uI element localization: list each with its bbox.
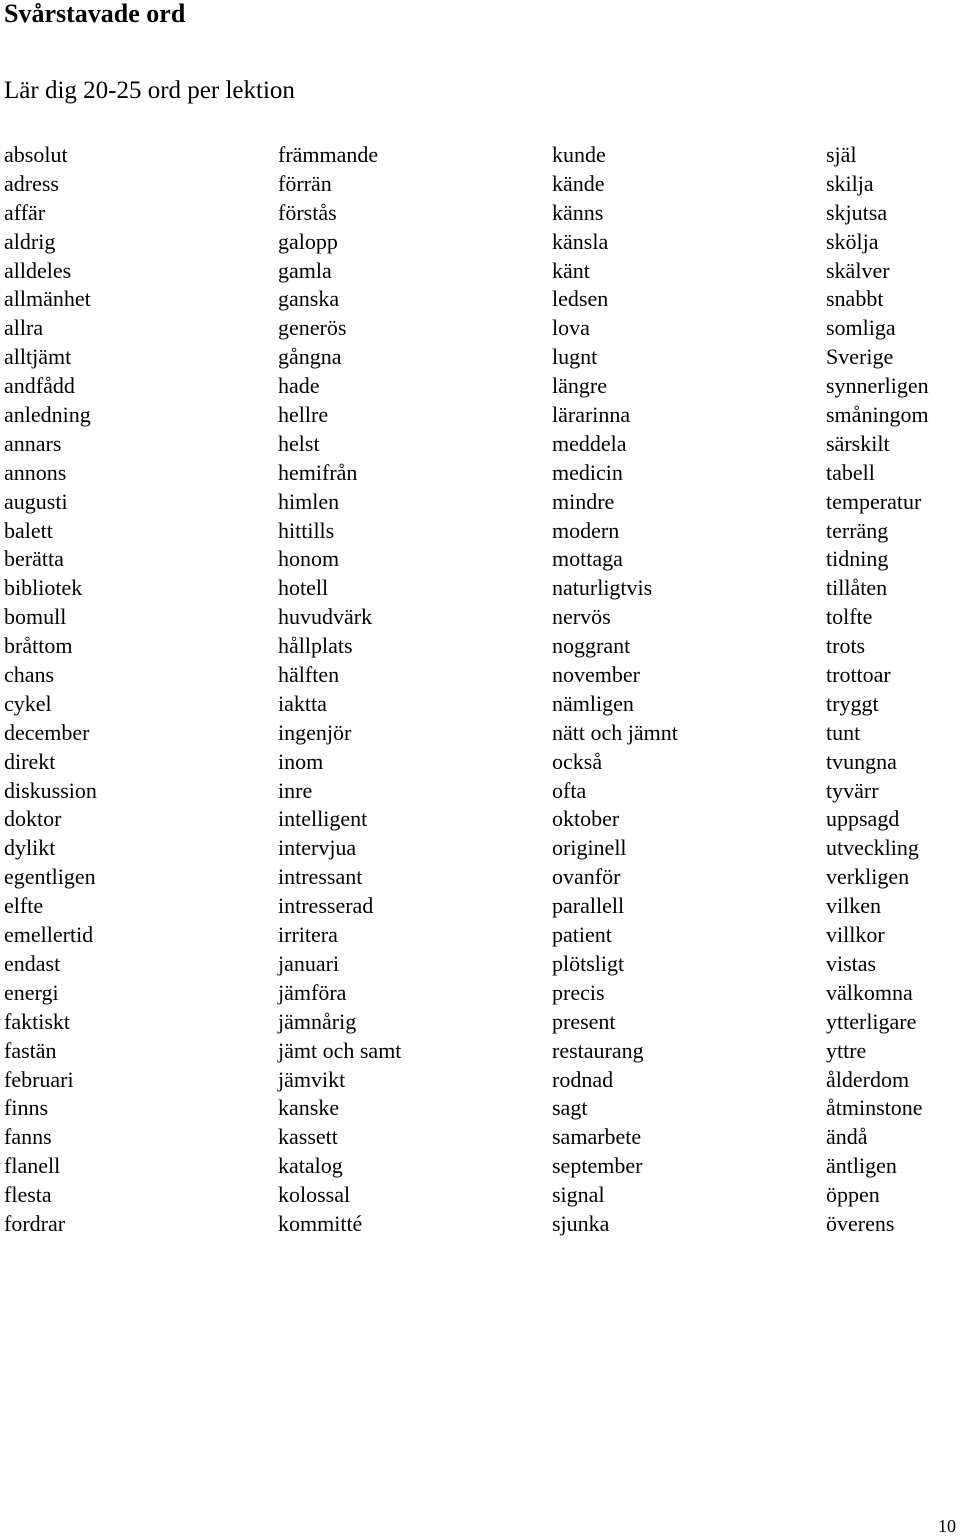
word-item: tyvärr bbox=[826, 777, 879, 803]
word-item: lärarinna bbox=[552, 402, 631, 428]
word-item: annars bbox=[4, 430, 62, 456]
word-item: september bbox=[552, 1153, 643, 1179]
word-item: vilken bbox=[826, 893, 881, 919]
word-item: vistas bbox=[826, 950, 877, 976]
word-item: direkt bbox=[4, 748, 56, 774]
word-item: temperatur bbox=[826, 488, 922, 514]
word-item: medicin bbox=[552, 459, 623, 485]
word-item: synnerligen bbox=[826, 373, 929, 399]
word-item: kunde bbox=[552, 142, 606, 167]
word-item: diskussion bbox=[4, 777, 97, 803]
word-item: restaurang bbox=[552, 1037, 644, 1063]
word-column-1 bbox=[4, 141, 97, 1239]
word-item: faktiskt bbox=[4, 1008, 70, 1034]
word-item: chans bbox=[4, 662, 55, 688]
word-item: åtminstone bbox=[826, 1095, 923, 1121]
word-item: snabbt bbox=[826, 286, 884, 312]
word-item: flesta bbox=[4, 1182, 52, 1208]
word-item: längre bbox=[552, 373, 607, 399]
word-item: inre bbox=[278, 777, 313, 803]
word-item: affär bbox=[4, 199, 46, 225]
word-column-2 bbox=[278, 141, 401, 1239]
word-item: överens bbox=[826, 1210, 895, 1236]
word-item: katalog bbox=[278, 1153, 343, 1179]
word-item: ovanför bbox=[552, 864, 621, 890]
word-item: förrän bbox=[278, 170, 332, 196]
word-item: present bbox=[552, 1008, 616, 1034]
word-item: uppsagd bbox=[826, 806, 900, 832]
word-item: alltjämt bbox=[4, 344, 72, 370]
word-item: tolfte bbox=[826, 604, 873, 630]
word-item: sagt bbox=[552, 1095, 588, 1121]
word-item: generös bbox=[278, 315, 347, 341]
word-item: naturligtvis bbox=[552, 575, 653, 601]
word-item: mindre bbox=[552, 488, 615, 514]
word-item: tvungna bbox=[826, 748, 897, 774]
word-item: cykel bbox=[4, 690, 52, 716]
word-item: bibliotek bbox=[4, 575, 83, 601]
word-item: tillåten bbox=[826, 575, 888, 601]
word-item: terräng bbox=[826, 517, 889, 543]
word-item: plötsligt bbox=[552, 950, 625, 976]
word-item: jämt och samt bbox=[278, 1037, 402, 1063]
word-item: ålderdom bbox=[826, 1066, 910, 1092]
word-item: ytterligare bbox=[826, 1008, 917, 1034]
word-item: precis bbox=[552, 979, 605, 1005]
word-item: helst bbox=[278, 430, 320, 456]
word-item: nämligen bbox=[552, 690, 634, 716]
word-item: trottoar bbox=[826, 662, 891, 688]
word-column-3 bbox=[552, 141, 678, 1239]
word-item: småningom bbox=[826, 402, 929, 428]
word-item: känns bbox=[552, 199, 604, 225]
word-item: energi bbox=[4, 979, 59, 1005]
word-item: galopp bbox=[278, 228, 338, 254]
word-item: främmande bbox=[278, 142, 379, 167]
word-item: patient bbox=[552, 922, 612, 948]
word-item: adress bbox=[4, 170, 59, 196]
page-number: 10 bbox=[938, 1516, 956, 1536]
word-item: lugnt bbox=[552, 344, 598, 370]
word-item: förstås bbox=[278, 199, 337, 225]
word-item: yttre bbox=[826, 1037, 867, 1063]
word-item: fastän bbox=[4, 1037, 57, 1063]
word-item: december bbox=[4, 719, 90, 745]
word-item: finns bbox=[4, 1095, 48, 1121]
word-item: emellertid bbox=[4, 922, 94, 948]
word-item: gamla bbox=[278, 257, 332, 283]
word-item: januari bbox=[278, 950, 340, 976]
word-item: mottaga bbox=[552, 546, 623, 572]
word-item: dylikt bbox=[4, 835, 56, 861]
word-item: rodnad bbox=[552, 1066, 614, 1092]
word-item: iaktta bbox=[278, 690, 327, 716]
word-item: skjutsa bbox=[826, 199, 888, 225]
word-item: elfte bbox=[4, 893, 44, 919]
word-item: hälften bbox=[278, 662, 340, 688]
word-item: bråttom bbox=[4, 633, 73, 659]
word-item: jämvikt bbox=[278, 1066, 346, 1092]
word-item: oktober bbox=[552, 806, 620, 832]
word-item: egentligen bbox=[4, 864, 96, 890]
word-item: inom bbox=[278, 748, 324, 774]
word-item: lova bbox=[552, 315, 590, 341]
word-item: ledsen bbox=[552, 286, 609, 312]
word-item: augusti bbox=[4, 488, 68, 514]
word-item: ändå bbox=[826, 1124, 868, 1150]
page-title: Svårstavade ord bbox=[4, 0, 186, 28]
word-item: själ bbox=[826, 142, 857, 167]
word-item: trots bbox=[826, 633, 866, 659]
word-item: absolut bbox=[4, 142, 68, 167]
word-item: hållplats bbox=[278, 633, 353, 659]
word-item: utveckling bbox=[826, 835, 919, 861]
word-item: tidning bbox=[826, 546, 889, 572]
word-item: jämnårig bbox=[278, 1008, 357, 1034]
word-item: februari bbox=[4, 1066, 74, 1092]
word-item: kanske bbox=[278, 1095, 340, 1121]
word-item: Sverige bbox=[826, 344, 894, 370]
word-item: intelligent bbox=[278, 806, 368, 832]
word-item: intressant bbox=[278, 864, 363, 890]
word-item: nätt och jämnt bbox=[552, 719, 678, 745]
word-item: flanell bbox=[4, 1153, 61, 1179]
word-item: villkor bbox=[826, 922, 885, 948]
word-item: gångna bbox=[278, 344, 342, 370]
word-item: doktor bbox=[4, 806, 62, 832]
word-item: tabell bbox=[826, 459, 875, 485]
word-item: anledning bbox=[4, 402, 91, 428]
word-item: jämföra bbox=[278, 979, 347, 1005]
word-item: originell bbox=[552, 835, 627, 861]
word-item: kassett bbox=[278, 1124, 338, 1150]
word-item: ingenjör bbox=[278, 719, 352, 745]
word-item: skälver bbox=[826, 257, 890, 283]
word-item: kände bbox=[552, 170, 605, 196]
word-item: bomull bbox=[4, 604, 67, 630]
word-item: alldeles bbox=[4, 257, 72, 283]
word-item: samarbete bbox=[552, 1124, 642, 1150]
word-item: fanns bbox=[4, 1124, 52, 1150]
page-subtitle: Lär dig 20-25 ord per lektion bbox=[4, 77, 295, 104]
word-item: meddela bbox=[552, 430, 627, 456]
word-item: kolossal bbox=[278, 1182, 351, 1208]
word-item: särskilt bbox=[826, 430, 890, 456]
word-item: känt bbox=[552, 257, 590, 283]
word-item: annons bbox=[4, 459, 67, 485]
word-item: honom bbox=[278, 546, 340, 572]
word-item: irritera bbox=[278, 922, 338, 948]
word-item: andfådd bbox=[4, 373, 75, 399]
word-item: nervös bbox=[552, 604, 611, 630]
word-item: hittills bbox=[278, 517, 335, 543]
word-item: hotell bbox=[278, 575, 329, 601]
word-item: tunt bbox=[826, 719, 861, 745]
word-item: öppen bbox=[826, 1182, 880, 1208]
word-item: parallell bbox=[552, 893, 625, 919]
word-item: ganska bbox=[278, 286, 340, 312]
word-item: hade bbox=[278, 373, 320, 399]
word-item: berätta bbox=[4, 546, 64, 572]
word-item: äntligen bbox=[826, 1153, 897, 1179]
word-item: modern bbox=[552, 517, 620, 543]
word-item: somliga bbox=[826, 315, 896, 341]
word-item: skölja bbox=[826, 228, 879, 254]
word-item: huvudvärk bbox=[278, 604, 373, 630]
word-item: tryggt bbox=[826, 690, 879, 716]
word-item: signal bbox=[552, 1182, 605, 1208]
word-item: också bbox=[552, 748, 603, 774]
word-item: känsla bbox=[552, 228, 609, 254]
word-item: sjunka bbox=[552, 1210, 610, 1236]
word-item: kommitté bbox=[278, 1210, 363, 1236]
word-item: hemifrån bbox=[278, 459, 358, 485]
word-item: noggrant bbox=[552, 633, 631, 659]
word-item: verkligen bbox=[826, 864, 910, 890]
word-item: allmänhet bbox=[4, 286, 91, 312]
word-item: välkomna bbox=[826, 979, 913, 1005]
word-item: skilja bbox=[826, 170, 874, 196]
word-item: november bbox=[552, 662, 640, 688]
word-column-4 bbox=[826, 141, 929, 1239]
word-item: aldrig bbox=[4, 228, 56, 254]
word-item: allra bbox=[4, 315, 44, 341]
word-item: fordrar bbox=[4, 1210, 66, 1236]
word-item: intresserad bbox=[278, 893, 374, 919]
word-item: endast bbox=[4, 950, 61, 976]
word-item: ofta bbox=[552, 777, 587, 803]
word-item: hellre bbox=[278, 402, 329, 428]
word-item: intervjua bbox=[278, 835, 357, 861]
word-item: balett bbox=[4, 517, 53, 543]
word-item: himlen bbox=[278, 488, 340, 514]
